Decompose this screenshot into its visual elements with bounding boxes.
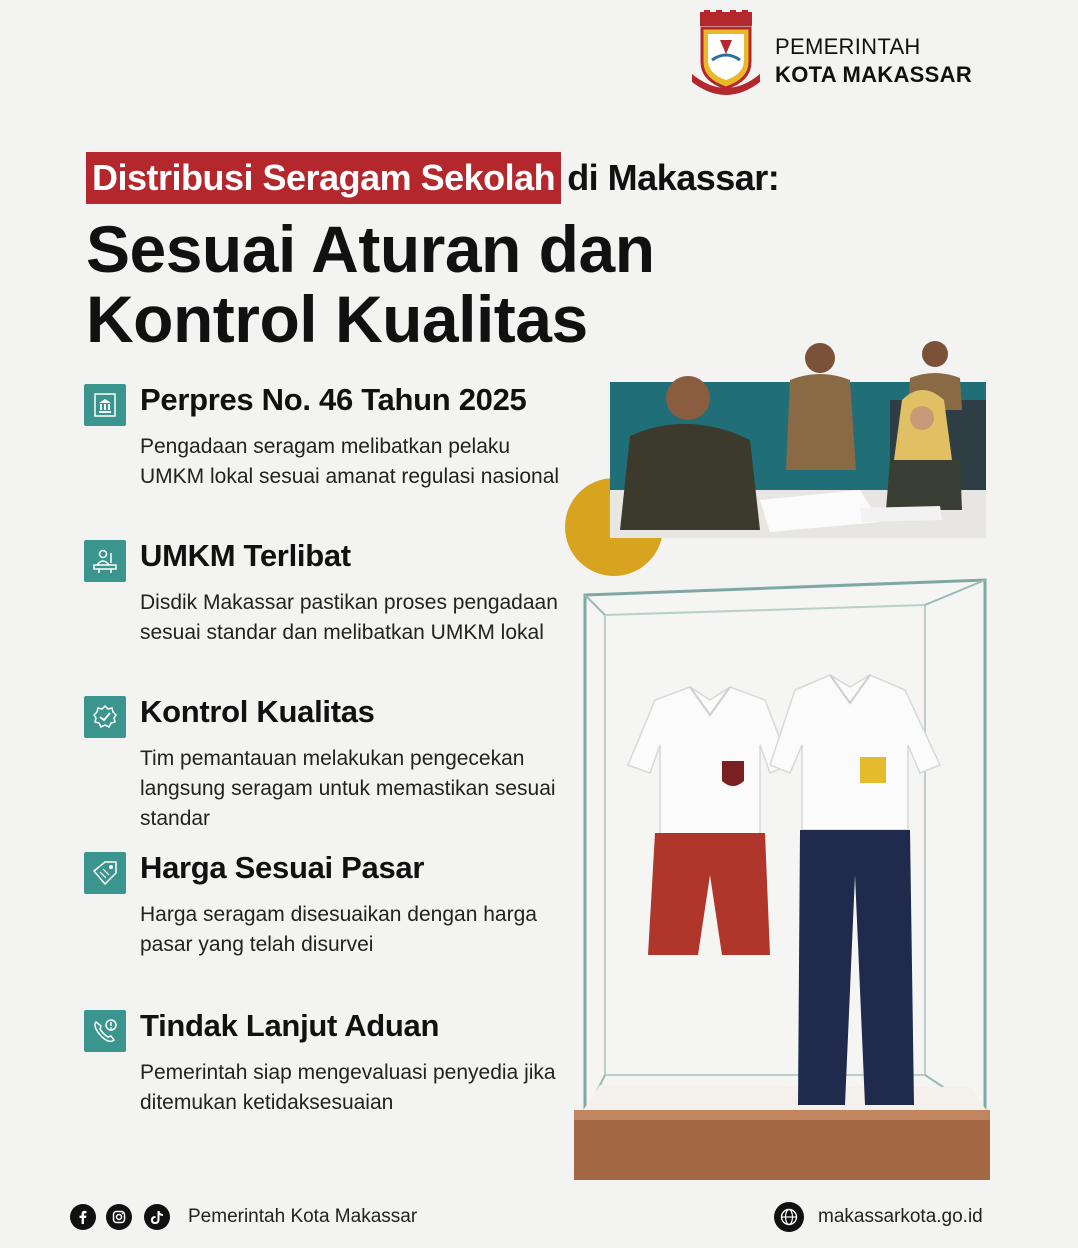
tailor-sewing-icon bbox=[84, 540, 126, 582]
org-name-line2: KOTA MAKASSAR bbox=[775, 62, 973, 87]
tiktok-icon[interactable] bbox=[144, 1204, 170, 1230]
item-title: Perpres No. 46 Tahun 2025 bbox=[140, 382, 527, 417]
org-name-line1: PEMERINTAH bbox=[775, 34, 921, 59]
subtitle-highlight: Distribusi Seragam Sekolah bbox=[86, 152, 561, 204]
meeting-photo bbox=[610, 340, 986, 538]
social-account-name[interactable]: Pemerintah Kota Makassar bbox=[188, 1206, 418, 1227]
item-title: Tindak Lanjut Aduan bbox=[140, 1008, 440, 1043]
item-desc: Pengadaan seragam melibatkan pelaku UMKM lokal sesuai amanat regulasi nasional bbox=[140, 435, 560, 488]
item-desc: Tim pemantauan melakukan pengecekan langsung seragam untuk memastikan sesuai standar bbox=[140, 747, 556, 830]
item-title: Harga Sesuai Pasar bbox=[140, 850, 425, 885]
item-title: UMKM Terlibat bbox=[140, 538, 351, 573]
building-document-icon bbox=[84, 384, 126, 426]
uniform-display-case bbox=[560, 575, 1010, 1185]
globe-icon bbox=[774, 1202, 804, 1232]
price-tag-icon bbox=[84, 852, 126, 894]
website-link[interactable]: makassarkota.go.id bbox=[818, 1206, 983, 1227]
page-title-line2: Kontrol Kualitas bbox=[86, 282, 588, 356]
facebook-icon[interactable] bbox=[70, 1204, 96, 1230]
subtitle-rest: di Makassar: bbox=[567, 157, 780, 198]
quality-badge-icon bbox=[84, 696, 126, 738]
page-title bbox=[86, 214, 655, 354]
phone-alert-icon bbox=[84, 1010, 126, 1052]
item-desc: Harga seragam disesuaikan dengan harga pasar yang telah disurvei bbox=[140, 903, 537, 956]
makassar-emblem-icon bbox=[690, 10, 762, 98]
item-desc: Pemerintah siap mengevaluasi penyedia jika ditemukan ketidaksesuaian bbox=[140, 1061, 556, 1114]
subtitle-row bbox=[86, 152, 779, 204]
page-title-line1: Sesuai Aturan dan bbox=[86, 212, 655, 286]
item-title: Kontrol Kualitas bbox=[140, 694, 375, 729]
instagram-icon[interactable] bbox=[106, 1204, 132, 1230]
item-desc: Disdik Makassar pastikan proses pengadaan sesuai standar dan melibatkan UMKM lokal bbox=[140, 591, 558, 644]
